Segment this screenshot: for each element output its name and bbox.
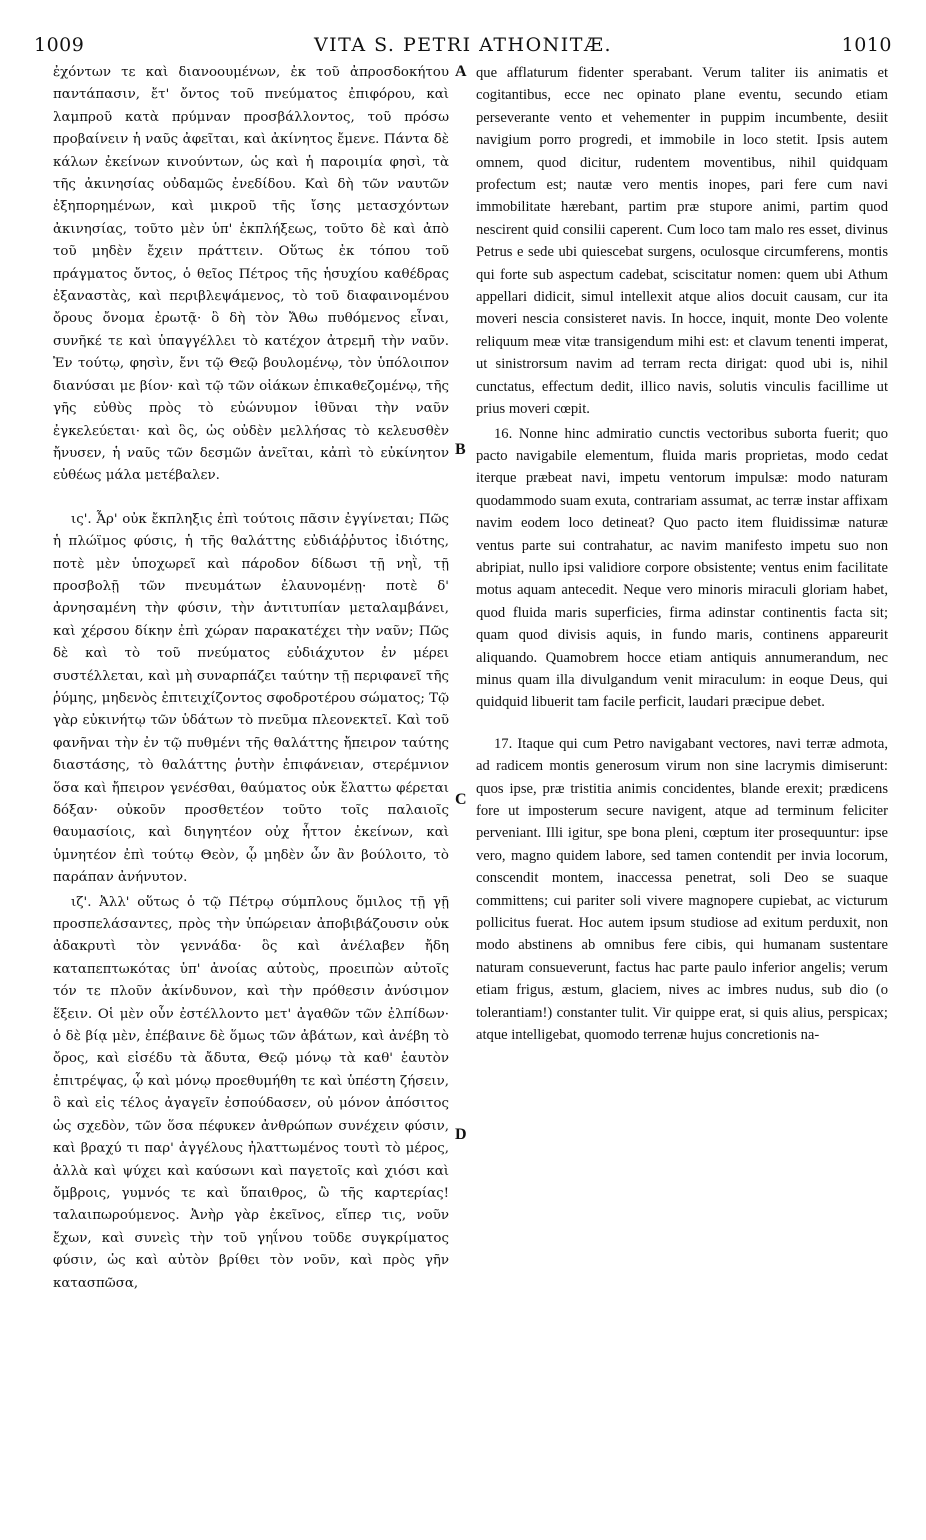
greek-paragraph-16: ις'. Ἆρ' οὐκ ἔκπληξις ἐπὶ τούτοις πᾶσιν ἐγγίνεται; Πῶς ἡ πλώϊμος φύσις, ἡ τῆς θαλάττης εὐδιάῤῥυτος ἰδιότης, ποτὲ μὲν ὑποχωρεῖ καὶ πάροδον δίδωσι τῇ νηῒ, τῇ προσβολῇ τῶν πνευμάτων ἐλαυνομένῃ· ποτὲ δ' ἀρνησαμένη τὴν φύσιν, τὴν ἀντιτυπίαν μεταλαμβάνει, καὶ χέρσου δίκην ἐπὶ χώραν παρακατέχει τὴν ναῦν; Πῶς δὲ καὶ τὸ τοῦ πνεύματος εὐδιάχυτον ἐν μέρει συστέλλεται, καὶ μὴ συναρπάζει ταύτην τῇ περιφανεῖ τῆς ῥύμης, μηδενὸς ἐπιτειχίζοντος σφοδροτέρου σώματος; Τῷ γὰρ εὐκινήτῳ τῶν ὑδάτων τὸ πνεῦμα πλεονεκτεῖ. Καὶ τοῦ φανῆναι τὴν ἐν τῷ πυθμένι τῆς θαλάττης ἤπειρον ταύτης διαστάσης, τὸ θαλάττης ῥυτὴν ἐπιφάνειαν, στερέμνιον ὅσα καὶ ἤπειρον γενέσθαι, θαύματος οὐκ ἔλαττω φέρεται δόξαν· οὐκοῦν προσθετέον τοῦτο τοῖς παλαιοῖς θαυμασίοις, καὶ διηγητέον οὐχ ἧττον ἐκείνων, καὶ ὑμνητέον ἐπὶ τούτῳ Θεὸν, ᾧ μηδὲν ὧν ἂν βούλοιτο, τὸ παράπαν ἀνήνυτον. — [53, 511, 449, 886]
greek-paragraph-17: ιζ'. Ἀλλ' οὕτως ὁ τῷ Πέτρῳ σύμπλους ὅμιλος τῇ γῇ προσπελάσαντες, πρὸς τὴν ὑπώρειαν ἀποβιβάζουσιν οὐκ ἀδακρυτὶ τὸν γεννάδα· ὃς καὶ ἀνέλαβεν ἤδη καταπεπτωκότας ὑπ' ἀνοίας αὐτοὺς, προειπὼν αὐτοῖς τόν τε πλοῦν ἀκίνδυνον, καὶ τὴν πρόθεσιν ἀνύσιμον ἕξειν. Οἱ μὲν οὖν ἐστέλλοντο μετ' ἀγαθῶν τῶν ἐλπίδων· ὁ δὲ βίᾳ μὲν, ἐπέβαινε δὲ ὅμως τῶν ἀβάτων, καὶ ἀνέβη τὸ ὄρος, καὶ εἰσέδυ τὰ ἄδυτα, Θεῷ μόνῳ τὰ καθ' ἑαυτὸν ἐπιτρέψας, ᾧ καὶ μόνῳ προεθυμήθη τε καὶ ὑπέστη ζήσειν, ὃ καὶ εἰς τέλος ἀγαγεῖν ἐσπούδασεν, οὐ μόνον ἀπόσιτος ὡς σχεδὸν, τῶν ὅσα πέφυκεν ἀνθρώπων συνέχειν φύσιν, καὶ βραχύ τι παρ' ἀγγέλους ἠλαττωμένος τουτὶ τὸ μέρος, ἀλλὰ καὶ ψύχει καὶ καύσωνι καὶ παγετοῖς καὶ χιόσι καὶ ὄμβροις, γυμνός τε καὶ ὕπαιθρος, ὢ τῆς καρτερίας! ταλαιπωρούμενος. Ἀνὴρ γὰρ ἐκεῖνος, εἴπερ τις, νοῦν ἔχων, καὶ συνεὶς τὴν τοῦ γηΐνου τοῦδε συγκρίματος φύσιν, ὡς καὶ αὐτὸν βρίθει τὸν νοῦν, καὶ πρὸς γῆν κατασπῶσα, — [53, 894, 449, 1291]
margin-marker-b: B — [455, 441, 466, 458]
page-number-left: 1009 — [34, 34, 85, 56]
margin-marker-d: D — [455, 1126, 467, 1143]
greek-column — [53, 62, 449, 1295]
margin-marker-a: A — [455, 63, 467, 80]
latin-paragraph-17: 17. Itaque qui cum Petro navigabant vectores, navi terræ admota, ad radicem montis generosum virum non sine lacrymis dimiserunt: quos ipse, præ tristitia animis concidentes, blande erexit; prædicens fore ut imposterum secure navigent, atque ad terminum feliciter perveniant. Illi igitur, spe bona pleni, cœptum iter prosequuntur: ipse vero, magno quidem labore, sed tamen contendit per invia locorum, conscendit montem, inaccessa penetrat, soli Deo se suaque committens; cui pariter soli vivere magnopere cupiebat, ac victurum pollicitus fuerat. Hoc autem ipsum studiose ad exitum perduxit, non modo abstinens ab omnibus fere cibis, qui humanam sustentare naturam consueverunt, factus hac parte paulo inferior angelis; verum etiam frigus, æstum, glaciem, nives ac imbres nudus, sub dio (o tolerantiam!) constanter tulit. Vir quippe erat, si quis alius, perspicax; atque intelligebat, quomodo terrenæ hujus concretionis na- — [476, 735, 888, 1044]
latin-column — [476, 62, 888, 1046]
page-number-right: 1010 — [841, 34, 892, 56]
latin-paragraph-16: 16. Nonne hinc admiratio cunctis vectoribus suborta fuerit; quo pacto navigabile elementum, fluida maris proprietas, modo cedat iterque præbeat navi, impetu ventorum impulsæ: modo naturam quodammodo suam exuta, contrariam assumat, ac terræ instar affixam navim eodem loco detineat? Quo pacto item fluidissimæ naturæ ventus parte sui contrahatur, ac navim manifesto impetu suo non abripiat, nullo ipsi validiore corpore obsistente; ventus enim facilitate motus aquam antecedit. Neque vero minoris miraculi gloriam habet, quod fluida maris superficies, firma adinstar continentis facta sit; quam quod divisis aquis, in fundo maris, continens appareurit aliquando. Quamobrem hocce etiam antiquis annumerandum, nec minus quam illa divulgandum venit miraculum: in eoque Deus, qui quidquid libuerit tam facile perficit, laudari præcipue debet. — [476, 425, 888, 711]
margin-marker-c: C — [455, 791, 467, 808]
latin-paragraph-1: que afflaturum fidenter sperabant. Verum taliter iis animatis et cogitantibus, ecce nec opinato plane eventu, secundo etiam perseverante vento et vehementer in puppim incumbente, desiit navigium porro progredi, et immobile in loco stetit. Ipsis autem omnem, quod dicitur, rudentem moventibus, nihil quidquam profectum est; nautæ vero mentis inopes, pari fere cum navi immobilitate hærebant, partim præ stupore animi, partim quod nescirent quid consilii caperent. Cum loco tam malo res esset, divinus Petrus e sede ubi quiescebat surgens, oculosque circumferens, montis qui forte sub aspectum cadebat, sciscitatur nomen: quem ubi Athum appellari didicit, simul intellexit atque alios docuit causam, cur ita moveri nescia consisteret navis. In hocce, inquit, monte Deo volente reliquum meæ vitæ transigendum mihi est: et clavum tenenti imperat, ut sinistrorsum navim ad terram recta dirigat: quod ubi is, nihil cunctatus, effectum dedit, illico navis, solutis vinculis facillime ut prius moveri cœpit. — [476, 65, 888, 418]
greek-paragraph-1: ἐχόντων τε καὶ διανοουμένων, ἐκ τοῦ ἀπροσδοκήτου παντάπασιν, ἔτ' ὄντος τοῦ πνεύματος ἐπιφόρου, καὶ λαμπροῦ κατὰ πρύμναν προσβάλλοντος, τοῦ πρόσω προβαίνειν ἡ ναῦς ἀφεῖται, καὶ ἀκίνητος ἔμενε. Πάντα δὲ κάλων ἐκείνων κινούντων, ὡς καὶ ἡ παροιμία φησὶ, τὰ τῆς ἀκινησίας οὐδαμῶς ἐνεδίδου. Καὶ δὴ τῶν ναυτῶν ἐξηπορημένων, καὶ μικροῦ τῆς ἴσης μετασχόντων ἀκινησίας, τοῦτο μὲν ὑπ' ἐκπλήξεως, τοῦτο δὲ καὶ ἀπὸ τοῦ μηδὲν ἔχειν πράττειν. Οὕτως ἐκ τόπου τοῦ πράγματος ὄντος, ὁ θεῖος Πέτρος τῆς ἡσυχίου καθέδρας ἐξαναστὰς, καὶ περιβλεψάμενος, τὸ τοῦ διαφαινομένου ὄρους ὄνομα ἐρωτᾷ· ὃ δὴ τὸν Ἄθω πυθόμενος εἶναι, συνῆκέ τε καὶ ὑπαγγέλλει τὸ κατέχον ἀτρεμῆ τὴν ναῦν. Ἐν τούτῳ, φησὶν, ἔνι τῷ Θεῷ βουλομένῳ, τὸν ὑπόλοιπον διανύσαι με βίον· καὶ τῷ τῶν οἰάκων ἐπικαθεζομένῳ, τῆς γῆς εὐθὺς πρὸς τὸ εὐώνυμον ἰθῦναι τὴν ναῦν ἐγκελεύεται· καὶ ὃς, ὡς οὐδὲν μελλήσας τὸ κελευσθὲν ἤνυσεν, ἡ ναῦς τῶν δεσμῶν ἀνεῖται, κἀπὶ τὸ εὐκίνητον εὐθέως μάλα μετέβαλεν. — [53, 65, 449, 484]
running-title: VITA S. PETRI ATHONITÆ. — [313, 34, 613, 56]
page-header — [34, 34, 892, 60]
